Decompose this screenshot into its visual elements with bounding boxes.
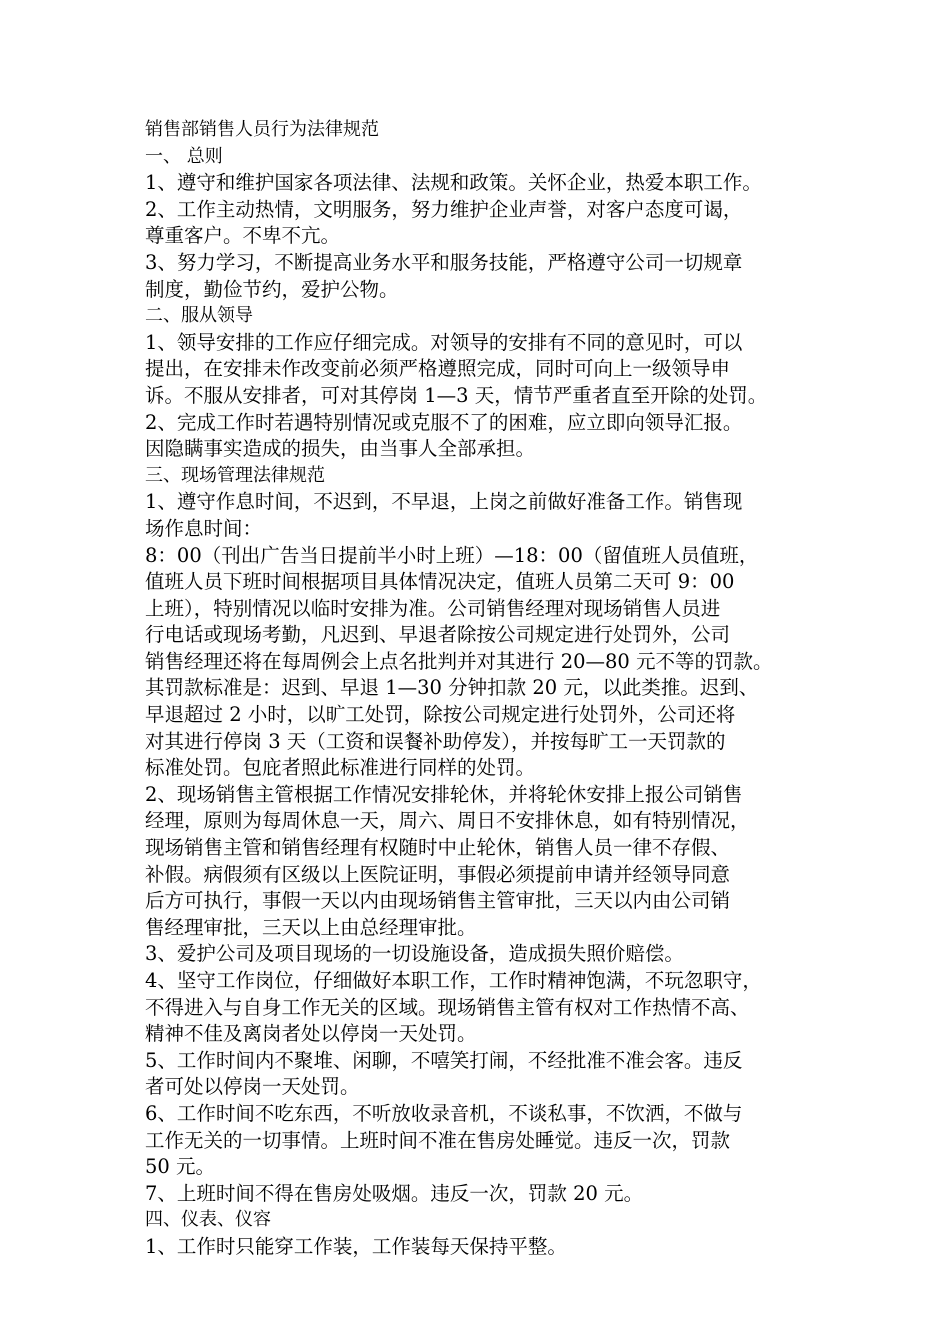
- paragraph-line: 5、工作时间内不聚堆、闲聊，不嘻笑打闹，不经批准不准会客。违反: [145, 1048, 743, 1072]
- paragraph-line: 上班），特别情况以临时安排为准。公司销售经理对现场销售人员进: [145, 596, 721, 620]
- paragraph-line: 50 元。: [145, 1155, 216, 1179]
- document-title: 销售部销售人员行为法律规范: [145, 119, 379, 140]
- section-heading: 三、现场管理法律规范: [145, 464, 325, 486]
- paragraph-line: 早退超过 2 小时，以旷工处罚，除按公司规定进行处罚外，公司还将: [145, 703, 736, 727]
- paragraph-line: 2、完成工作时若遇特别情况或克服不了的困难，应立即向领导汇报。: [145, 410, 743, 434]
- paragraph-line: 场作息时间：: [145, 516, 263, 540]
- paragraph-line: 制度，勤俭节约，爱护公物。: [145, 277, 399, 301]
- paragraph-line: 1、工作时只能穿工作装，工作装每天保持平整。: [145, 1234, 567, 1258]
- paragraph-line: 者可处以停岗一天处罚。: [145, 1075, 360, 1099]
- paragraph-line: 标准处罚。包庇者照此标准进行同样的处罚。: [145, 756, 536, 780]
- paragraph-line: 1、遵守作息时间，不迟到，不早退，上岗之前做好准备工作。销售现: [145, 490, 743, 514]
- document-page: [145, 117, 815, 1261]
- paragraph-line: 值班人员下班时间根据项目具体情况决定，值班人员第二天可 9：00: [145, 570, 735, 594]
- section-heading: 一、 总则: [145, 145, 223, 167]
- paragraph-line: 售经理审批，三天以上由总经理审批。: [145, 915, 477, 939]
- paragraph-line: 工作无关的一切事情。上班时间不准在售房处睡觉。违反一次，罚款: [145, 1128, 731, 1152]
- paragraph-line: 补假。病假须有区级以上医院证明，事假必须提前申请并经领导同意: [145, 862, 731, 886]
- paragraph-line: 1、遵守和维护国家各项法律、法规和政策。关怀企业，热爱本职工作。: [145, 171, 762, 195]
- paragraph-line: 尊重客户。不卑不亢。: [145, 224, 341, 248]
- paragraph-line: 不得进入与自身工作无关的区域。现场销售主管有权对工作热情不高、: [145, 995, 750, 1019]
- section-heading: 四、仪表、仪容: [145, 1209, 271, 1231]
- paragraph-line: 1、领导安排的工作应仔细完成。对领导的安排有不同的意见时，可以: [145, 330, 743, 354]
- paragraph-line: 3、爱护公司及项目现场的一切设施设备，造成损失照价赔偿。: [145, 942, 684, 966]
- paragraph-line: 提出，在安排未作改变前必须严格遵照完成，同时可向上一级领导申: [145, 357, 731, 381]
- paragraph-line: 其罚款标准是：迟到、早退 1—30 分钟扣款 20 元，以此类推。迟到、: [145, 676, 759, 700]
- paragraph-line: 现场销售主管和销售经理有权随时中止轮休，销售人员一律不存假、: [145, 836, 731, 860]
- paragraph-line: 经理，原则为每周休息一天，周六、周日不安排休息，如有特别情况，: [145, 809, 750, 833]
- paragraph-line: 2、现场销售主管根据工作情况安排轮休，并将轮休安排上报公司销售: [145, 782, 743, 806]
- paragraph-line: 3、努力学习，不断提高业务水平和服务技能，严格遵守公司一切规章: [145, 250, 743, 274]
- document-body: [145, 144, 815, 1261]
- paragraph-line: 4、坚守工作岗位，仔细做好本职工作，工作时精神饱满，不玩忽职守，: [145, 969, 762, 992]
- paragraph-line: 6、工作时间不吃东西，不听放收录音机，不谈私事，不饮洒，不做与: [145, 1101, 743, 1125]
- section-heading: 二、服从领导: [145, 305, 253, 327]
- paragraph-line: 2、工作主动热情，文明服务，努力维护企业声誉，对客户态度可谒，: [145, 197, 743, 221]
- paragraph-line: 7、上班时间不得在售房处吸烟。违反一次，罚款 20 元。: [145, 1181, 644, 1205]
- paragraph-line: 8：00（刊出广告当日提前半小时上班）—18：00（留值班人员值班，: [145, 543, 759, 567]
- paragraph-line: 行电话或现场考勤，凡迟到、早退者除按公司规定进行处罚外，公司: [145, 623, 731, 647]
- paragraph-line: 精神不佳及离岗者处以停岗一天处罚。: [145, 1022, 477, 1046]
- paragraph-line: 对其进行停岗 3 天（工资和误餐补助停发），并按每旷工一天罚款的: [145, 729, 726, 753]
- paragraph-line: 销售经理还将在每周例会上点名批判并对其进行 20—80 元不等的罚款。: [145, 649, 773, 673]
- paragraph-line: 后方可执行，事假一天以内由现场销售主管审批，三天以内由公司销: [145, 889, 731, 913]
- paragraph-line: 诉。不服从安排者，可对其停岗 1—3 天，情节严重者直至开除的处罚。: [145, 383, 768, 407]
- paragraph-line: 因隐瞒事实造成的损失，由当事人全部承担。: [145, 437, 536, 461]
